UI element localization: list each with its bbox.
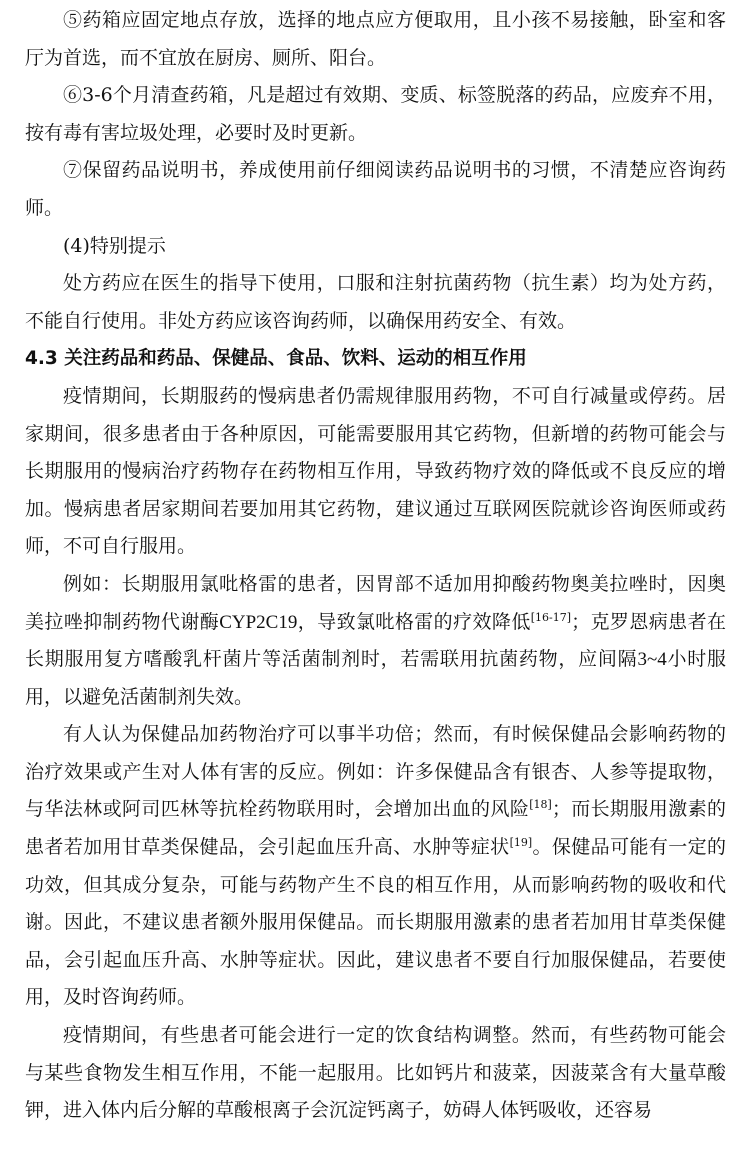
interval-value: 3~4: [637, 649, 667, 671]
paragraph-drug-interaction-example: [25, 566, 726, 716]
paragraph-chronic-patients: 疫情期间，长期服药的慢病患者仍需规律服用药物，不可自行减量或停药。居家期间，很多患者由于各种原因，可能需要服用其它药物，但新增的药物可能会与长期服用的慢病治疗药物存在药物相互作用，导致药物疗效的降低或不良反应的增加。慢病患者居家期间若要加用其它药物，建议通过互联网医院就诊咨询医师或药师，不可自行服用。: [25, 384, 726, 558]
citation-ref: [18]: [529, 798, 552, 812]
paragraph-food-interaction: 疫情期间，有些患者可能会进行一定的饮食结构调整。然而，有些药物可能会与某些食物发生相互作用，不能一起服用。比如钙片和菠菜，因菠菜含有大量草酸钾，进入体内后分解的草酸根离子会沉淀钙离子，妨碍人体钙吸收，还容易: [25, 1024, 726, 1122]
citation-ref: [19]: [509, 836, 533, 850]
citation-ref: [16-17]: [530, 610, 572, 624]
text-segment: 。保健品可能有一定的功效，但其成分复杂，可能与药物产生不良的相互作用，从而影响药物的吸收和代谢。因此，不建议患者额外服用保健品。而长期服用激素的患者若加用甘草类保健品，会引起血压升高、水肿等症状。因此，建议患者不要自行加服保健品，若要使用，及时咨询药师。: [25, 836, 726, 1009]
paragraph-medicine-box-storage: ⑤药箱应固定地点存放，选择的地点应方便取用，且小孩不易接触，卧室和客厅为首选，而不宜放在厨房、厕所、阳台。: [25, 9, 726, 69]
section-heading: 4.3 关注药品和药品、保健品、食品、饮料、运动的相互作用: [25, 348, 527, 370]
text-segment: ，导致氯吡格雷的疗效降低: [297, 610, 531, 633]
paragraph-prescription-drugs: 处方药应在医生的指导下使用，口服和注射抗菌药物（抗生素）均为处方药，不能自行使用。非处方药应该咨询药师，以确保用药安全、有效。: [25, 272, 726, 332]
paragraph-health-supplements: [25, 716, 726, 1017]
paragraph-keep-instructions: ⑦保留药品说明书，养成使用前仔细阅读药品说明书的习惯，不清楚应咨询药师。: [25, 159, 726, 219]
enzyme-name: CYP2C19: [219, 611, 298, 633]
text-segment: ；克罗恩病患者在长期服用复方嗜酸乳杆菌片等活菌制剂时，若需联用抗菌药物，应间隔: [25, 610, 726, 671]
text-segment: 小时服用，以避免活菌制剂失效。: [25, 648, 726, 708]
text-segment: 有人认为保健品加药物治疗可以事半功倍；然而，有时候保健品会影响药物的治疗效果或产生对人体有害的反应。例如：许多保健品含有银杏、人参等提取物，与华法林或阿司匹林等抗栓药物联用时，会增加出血的风险: [25, 723, 726, 821]
paragraph-medicine-box-check: ⑥3-6个月清查药箱，凡是超过有效期、变质、标签脱落的药品，应废弃不用，按有毒有害垃圾处理，必要时及时更新。: [25, 84, 726, 144]
text-segment: 例如：长期服用氯吡格雷的患者，因胃部不适加用抑酸药物奥美拉唑时，因奥美拉唑抑制药物代谢酶: [25, 572, 726, 633]
subheading-special-tips: (4)特别提示: [63, 234, 166, 257]
text-segment: ；而长期服用激素的患者若加用甘草类保健品，会引起血压升高、水肿等症状: [25, 798, 726, 859]
document-page: [25, 2, 726, 1130]
